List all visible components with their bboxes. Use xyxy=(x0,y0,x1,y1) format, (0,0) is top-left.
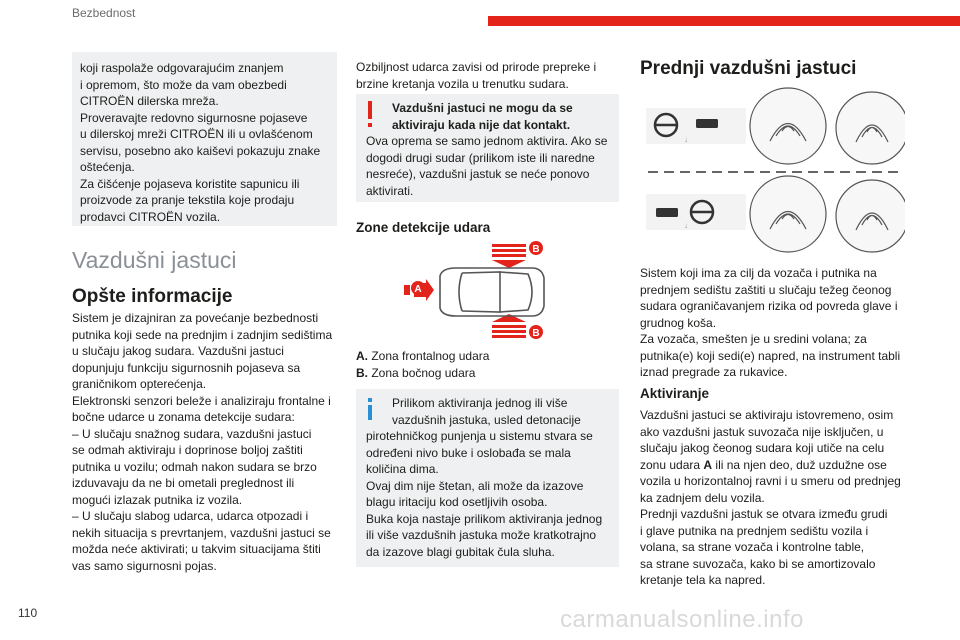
section-name: Bezbednost xyxy=(72,6,136,20)
front-airbags-figure xyxy=(640,86,905,256)
detection-zones-heading: Zone detekcije udara xyxy=(356,220,491,235)
activation-heading: Aktiviranje xyxy=(640,386,710,401)
impact-zones-car-figure xyxy=(396,238,548,344)
header-accent-bar xyxy=(488,16,960,26)
warning-text: Ova oprema se samo jednom aktivira. Ako se dogodi drugi sudar (prilikom iste ili naredne nesreće), vazdušni jastuk se neće ponovo aktivirati. xyxy=(366,134,608,198)
svg-text:↓: ↓ xyxy=(684,135,688,144)
warning-title: Vazdušni jastuci ne mogu da se aktiviraju kada nije dat kontakt. xyxy=(392,101,573,132)
legend-item-a: A. Zona frontalnog udara xyxy=(356,349,490,363)
page-number: 110 xyxy=(18,606,38,620)
warning-exclamation-icon xyxy=(366,101,374,129)
warning-box xyxy=(356,94,619,202)
legend-item-b: B. Zona bočnog udara xyxy=(356,365,476,380)
impact-arrows-bottom xyxy=(492,314,526,338)
zone-b-label-top: B xyxy=(532,244,540,255)
watermark: carmanualsonline.info xyxy=(560,606,804,633)
zone-b-label-bottom: B xyxy=(532,328,540,339)
belt-care-note-box xyxy=(72,52,337,226)
general-info-heading: Opšte informacije xyxy=(72,286,233,307)
belt-care-note-text: koji raspolaže odgovarajućim znanjem i opremom, što može da vam obezbedi CITROËN dilerska mreža. Proveravajte redovno sigurnosne pojaseve u dilerskoj mreži CITROËN ili u ovlašćenom servisu, posebno ako kaiševi pokazuju znake oštećenja. Za čišćenje pojaseva koristite sapunicu ili proizvode za pranje tekstila koje prodaju prodavci CITROËN vozila. xyxy=(80,61,321,224)
info-first-lines: Prilikom aktiviranja jednog ili više vazdušnih jastuka, usled detonacije xyxy=(392,396,581,427)
zone-a-ref: A xyxy=(703,457,713,472)
section-heading: Vazdušni jastuci xyxy=(72,247,237,273)
general-info-text: Sistem je dizajniran za povećanje bezbednosti putnika koji sede na prednjim i zadnjim sedištima u slučaju jakog sudara. Vazdušni jastuci dopunjuju funkciju sigurnosnih pojaseva sa graničnikom opterećenja. Elektronski senzori beleže i analiziraju frontalne i bočne udarce u zonama detekcije sudara: – U slučaju snažnog sudara, vazdušni jastuci se odmah aktiviraju i doprinose boljoj zaštiti putnika u vozilu; odmah nakon sudara se brzo izduvavaju da ne bi ometali preglednost ili mogući izlazak putnika iz vozila. – U slučaju slabog udarca, udarca otpozadi i nekih situacija s prevrtanjem, vazdušni jastuci se možda neće aktivirati; u takvim situacijama štiti vas samo sigurnosni pojas. xyxy=(72,311,333,573)
occupant-airbag-illustrations xyxy=(750,88,905,252)
front-airbags-text: Sistem koji ima za cilj da vozača i putnika na prednjem sedištu zaštiti u slučaju težeg čeonog sudara ograničavanjem rizika od povreda glave i grudnog koša. Za vozača, smešten je u sredini volana; za putnika(e) koji sedi(e) napred, na instrument tabli iznad pregrade za rukavice. xyxy=(640,266,901,379)
dashboard-lhd-icon xyxy=(646,108,746,144)
info-icon xyxy=(366,398,374,420)
svg-text:↓: ↓ xyxy=(684,221,688,230)
zones-legend xyxy=(356,348,626,381)
impact-arrows-top xyxy=(492,244,526,268)
impact-intro-text: Ozbiljnost udarca zavisi od prirode prepreke i brzine kretanja vozila u trenutku sudara. xyxy=(356,60,597,91)
info-text: pirotehničkog punjenja u sistemu stvara se određeni nivo buke i oslobađa se mala količina dima. Ovaj dim nije štetan, ali može da izazove blagu iritaciju kod osetljivih osoba. Buka koja nastaje prilikom aktiviranja jednog ili više vazdušnih jastuka može kratkotrajno da izazove blagi gubitak čula sluha. xyxy=(366,429,603,559)
zone-a-label: A xyxy=(414,284,422,295)
dashboard-rhd-icon xyxy=(646,194,746,230)
car-top-view-icon xyxy=(440,268,544,316)
activation-text: Vazdušni jastuci se aktiviraju istovremeno, osim ako vazdušni jastuk suvozača nije isključen, u slučaju jakog čeonog sudara koji utiče na celu zonu udara A ili na njen deo, duž uzdužne ose vozila u horizontalnoj ravni i u smeru od prednjeg ka zadnjem delu vozila. Prednji vazdušni jastuk se otvara između grudi i glave putnika na prednjem sedištu vozila i volana, sa strane vozača i kontrolne table, sa strane suvozača, kako bi se amortizovalo kretanje tela ka napred. xyxy=(640,408,901,587)
front-airbags-heading: Prednji vazdušni jastuci xyxy=(640,58,857,79)
info-box xyxy=(356,389,619,567)
